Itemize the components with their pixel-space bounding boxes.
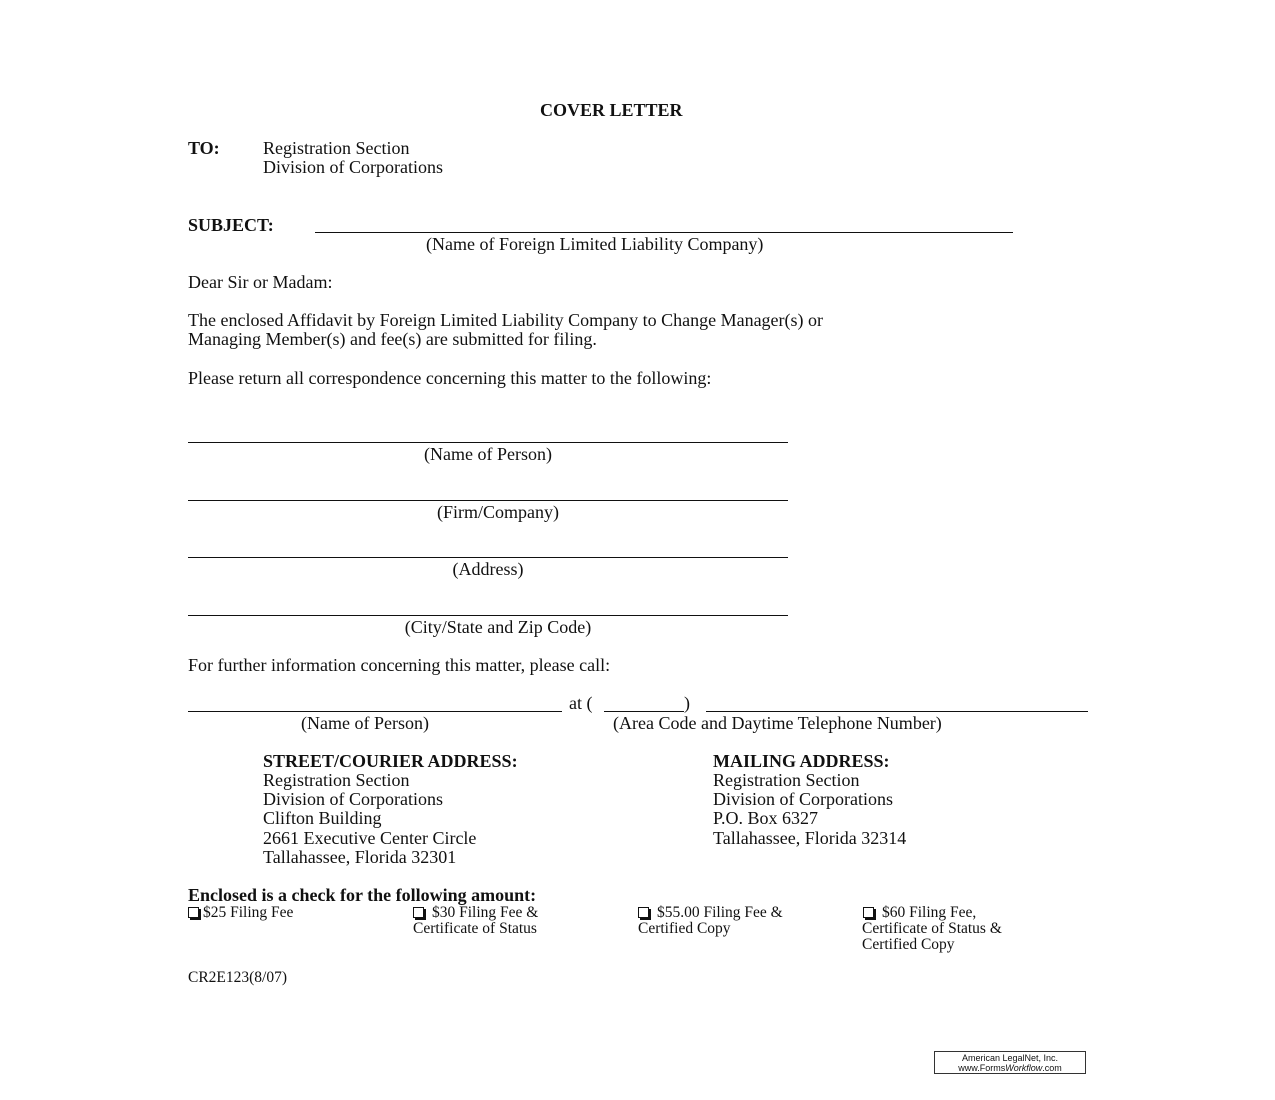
street-address-line: Clifton Building — [263, 808, 382, 828]
fee-option-55[interactable] — [638, 905, 783, 921]
fee-option-label-cont: Certificate of Status — [413, 920, 537, 937]
street-address-line: Division of Corporations — [263, 789, 443, 809]
contact-area-code-field[interactable] — [604, 711, 684, 712]
body-para2: Please return all correspondence concerning this matter to the following: — [188, 368, 712, 388]
fee-option-25[interactable] — [188, 905, 293, 921]
fee-option-label-cont: Certificate of Status & — [862, 920, 1002, 937]
body-para1-line2: Managing Member(s) and fee(s) are submitted for filing. — [188, 329, 597, 349]
mailing-address-line: Division of Corporations — [713, 789, 893, 809]
fee-option-label: $55.00 Filing Fee & — [657, 904, 783, 921]
to-line-1: Registration Section — [263, 138, 410, 158]
checkbox-icon[interactable] — [638, 907, 649, 918]
mailing-address-heading: MAILING ADDRESS: — [713, 751, 890, 771]
fee-option-label: $60 Filing Fee, — [882, 904, 977, 921]
mailing-address-line: P.O. Box 6327 — [713, 808, 819, 828]
street-address-line: Tallahassee, Florida 32301 — [263, 847, 457, 867]
checkbox-icon[interactable] — [413, 907, 424, 918]
logo-text-c: .com — [1042, 1063, 1062, 1073]
mailing-address-line: Tallahassee, Florida 32314 — [713, 828, 907, 848]
contact-phone-caption: (Area Code and Daytime Telephone Number) — [613, 713, 942, 733]
fee-option-label: $25 Filing Fee — [203, 904, 294, 921]
fees-heading: Enclosed is a check for the following amount: — [188, 885, 537, 905]
fee-option-30[interactable] — [413, 905, 538, 921]
return-name-caption: (Name of Person) — [424, 444, 552, 464]
return-city-caption: (City/State and Zip Code) — [404, 617, 592, 637]
street-address-line: 2661 Executive Center Circle — [263, 828, 477, 848]
street-address-heading: STREET/COURIER ADDRESS: — [263, 751, 518, 771]
return-name-field[interactable] — [188, 442, 788, 443]
salutation: Dear Sir or Madam: — [188, 272, 333, 292]
to-line-2: Division of Corporations — [263, 157, 443, 177]
logo-text-b: Workflow — [1005, 1063, 1043, 1073]
mailing-address-line: Registration Section — [713, 770, 860, 790]
contact-name-caption: (Name of Person) — [301, 713, 429, 733]
american-legalnet-logo — [934, 1051, 1086, 1074]
street-address-line: Registration Section — [263, 770, 410, 790]
fee-option-label-cont: Certified Copy — [638, 920, 731, 937]
return-address-field[interactable] — [188, 557, 788, 558]
subject-label: SUBJECT: — [188, 215, 274, 235]
subject-field[interactable] — [315, 232, 1013, 233]
contact-paren-close: ) — [684, 693, 690, 713]
checkbox-icon[interactable] — [863, 907, 874, 918]
subject-caption: (Name of Foreign Limited Liability Company) — [426, 234, 764, 254]
logo-line-1: American LegalNet, Inc. — [961, 1053, 1059, 1063]
form-code: CR2E123(8/07) — [188, 969, 288, 986]
page-title: COVER LETTER — [540, 100, 683, 120]
return-address-caption: (Address) — [452, 559, 524, 579]
to-label: TO: — [188, 138, 220, 158]
logo-line-2 — [935, 1063, 1085, 1073]
contact-intro: For further information concerning this matter, please call: — [188, 655, 611, 675]
return-firm-caption: (Firm/Company) — [437, 502, 559, 522]
fee-option-label: $30 Filing Fee & — [432, 904, 539, 921]
fee-option-60[interactable] — [863, 905, 976, 921]
return-firm-field[interactable] — [188, 500, 788, 501]
checkbox-icon[interactable] — [188, 907, 199, 918]
body-para1-line1: The enclosed Affidavit by Foreign Limited Liability Company to Change Manager(s) or — [188, 310, 824, 330]
contact-at-text: at ( — [569, 693, 593, 713]
contact-name-field[interactable] — [188, 711, 562, 712]
contact-phone-field[interactable] — [706, 711, 1088, 712]
return-city-field[interactable] — [188, 615, 788, 616]
logo-text-a: www.Forms — [958, 1063, 1006, 1073]
fee-option-label-cont: Certified Copy — [862, 936, 955, 953]
